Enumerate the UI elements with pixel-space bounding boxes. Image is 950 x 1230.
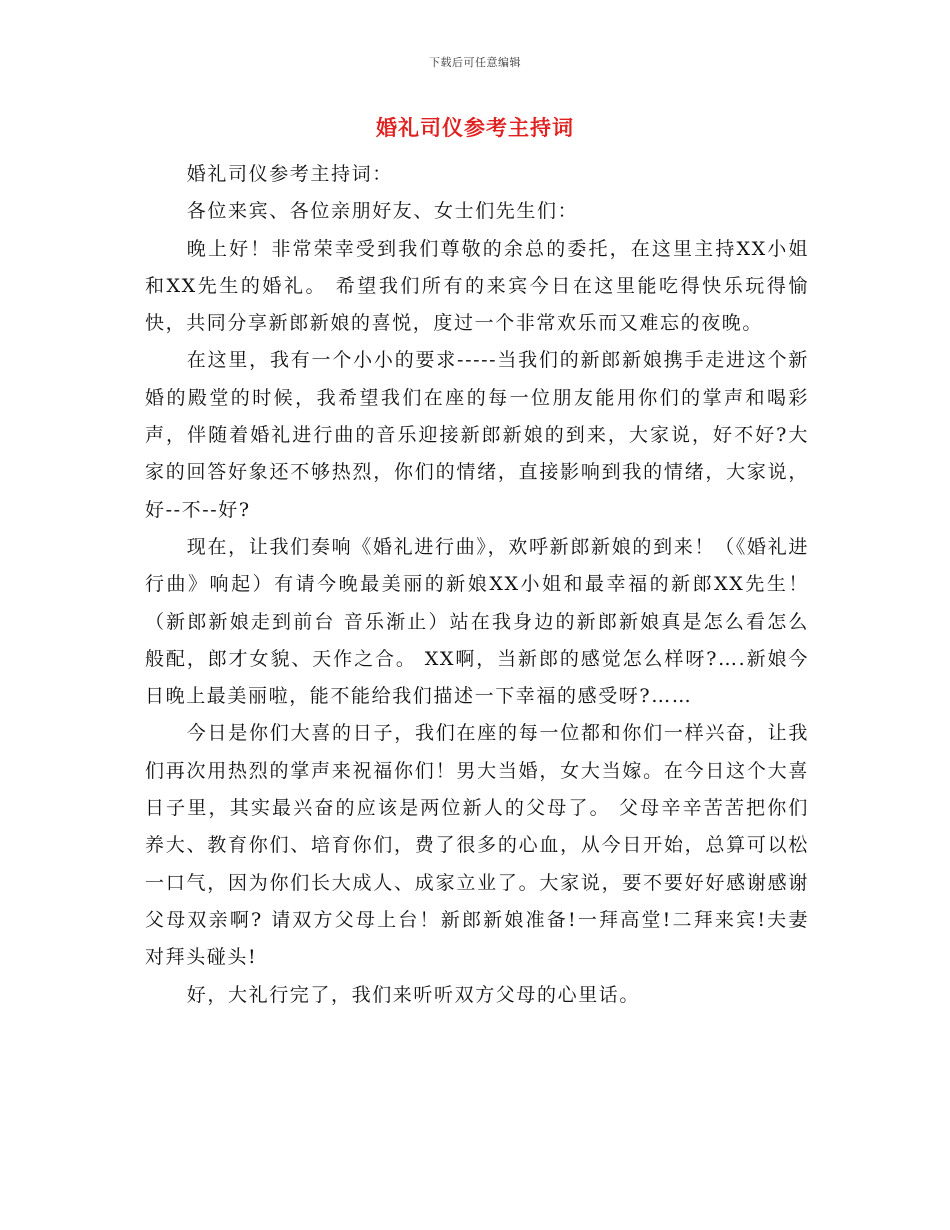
paragraph-entrance: 现在，让我们奏响《婚礼进行曲》，欢呼新郎新娘的到来！（《婚礼进行曲》响起）有请今晚最美丽的新娘XX小姐和最幸福的新郎XX先生！（新郎新娘走到前台 音乐渐止）站在我身边的新郎新娘真是怎么看怎么般配，郎才女貌、天作之合。 XX啊，当新郎的感觉怎么样呀?….新娘今日晚上最美丽啦，能不能给我们描述一下幸福的感受呀?…… xyxy=(145,535,809,708)
paragraph-parents: 今日是你们大喜的日子，我们在座的每一位都和你们一样兴奋，让我们再次用热烈的掌声来祝福你们！男大当婚，女大当嫁。在今日这个大喜日子里，其实最兴奋的应该是两位新人的父母了。 父母辛辛苦苦把你们养大、教育你们、培育你们，费了很多的心血，从今日开始，总算可以松一口气，因为你们长大成人、成家立业了。大家说，要不要好好感谢感谢父母双亲啊? 请双方父母上台！新郎新娘准备!一拜高堂!二拜来宾!夫妻对拜头碰头! xyxy=(145,722,809,969)
paragraph-greeting: 各位来宾、各位亲朋好友、女士们先生们： xyxy=(186,200,579,223)
paragraph-closing: 好，大礼行完了，我们来听听双方父母的心里话。 xyxy=(186,983,640,1006)
paragraph-intro: 婚礼司仪参考主持词： xyxy=(186,163,393,185)
paragraph-opening: 晚上好！非常荣幸受到我们尊敬的余总的委托，在这里主持XX小姐和XX先生的婚礼。 希望我们所有的来宾今日在这里能吃得快乐玩得愉快，共同分享新郎新娘的喜悦，度过一个非常欢乐而又难忘的夜晚。 xyxy=(145,237,809,335)
header-note: 下载后可任意编辑 xyxy=(429,56,521,69)
paragraph-request: 在这里，我有一个小小的要求-----当我们的新郎新娘携手走进这个新婚的殿堂的时候，我希望我们在座的每一位朋友能用你们的掌声和喝彩声，伴随着婚礼进行曲的音乐迎接新郎新娘的到来，大家说，好不好?大家的回答好象还不够热烈，你们的情绪，直接影响到我的情绪，大家说，好--不--好? xyxy=(145,349,809,521)
document-title: 婚礼司仪参考主持词 xyxy=(376,116,574,140)
document-body xyxy=(145,156,809,1014)
